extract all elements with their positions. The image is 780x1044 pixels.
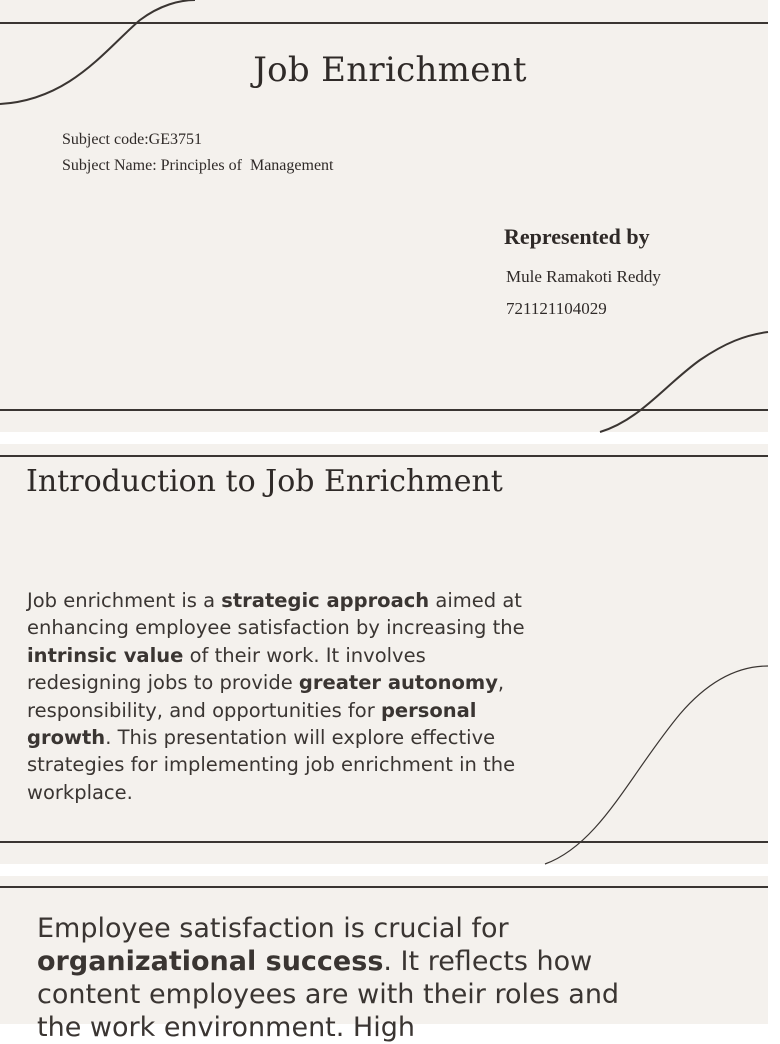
subject-code: Subject code:GE3751 bbox=[62, 131, 202, 148]
paragraph-text: Employee satisfaction is crucial for bbox=[37, 913, 509, 944]
emphasis-text: greater autonomy bbox=[298, 671, 498, 695]
emphasis-text: strategic approach bbox=[221, 589, 430, 612]
employee-satisfaction-slide bbox=[0, 876, 768, 1043]
top-divider-line bbox=[0, 455, 768, 457]
presenter-id: 721121104029 bbox=[506, 299, 607, 318]
bottom-divider-line bbox=[0, 409, 768, 411]
paragraph-text: of their work. It involves redesigning jobs to provide bbox=[27, 643, 426, 695]
top-divider-line bbox=[0, 886, 768, 888]
slide-title: Introduction to Job Enrichment bbox=[26, 464, 503, 499]
emphasis-text: intrinsic value bbox=[27, 643, 184, 667]
satisfaction-paragraph bbox=[37, 912, 637, 1044]
slide-title: Job Enrichment bbox=[253, 50, 527, 90]
introduction-slide bbox=[0, 444, 768, 864]
paragraph-text: aimed at enhancing employee satisfaction by increasing the bbox=[27, 589, 525, 640]
emphasis-text: organizational success bbox=[37, 946, 384, 977]
top-divider-line bbox=[0, 22, 768, 24]
paragraph-text: . It reflects how content employees are with their roles and the work environment. High bbox=[37, 946, 620, 1043]
emphasis-text: personal growth bbox=[27, 698, 477, 750]
intro-paragraph bbox=[27, 587, 527, 806]
subject-name: Subject Name: Principles of Management bbox=[62, 157, 334, 174]
represented-by-heading: Represented by bbox=[504, 224, 650, 249]
bottom-divider-line bbox=[0, 841, 768, 843]
paragraph-text: Job enrichment is a bbox=[27, 589, 222, 612]
presenter-name: Mule Ramakoti Reddy bbox=[506, 267, 661, 286]
paragraph-text: . This presentation will explore effective strategies for implementing job enrichment in the workplace. bbox=[27, 726, 516, 804]
paragraph-text: , responsibility, and opportunities for bbox=[27, 671, 505, 722]
title-slide bbox=[0, 0, 768, 432]
